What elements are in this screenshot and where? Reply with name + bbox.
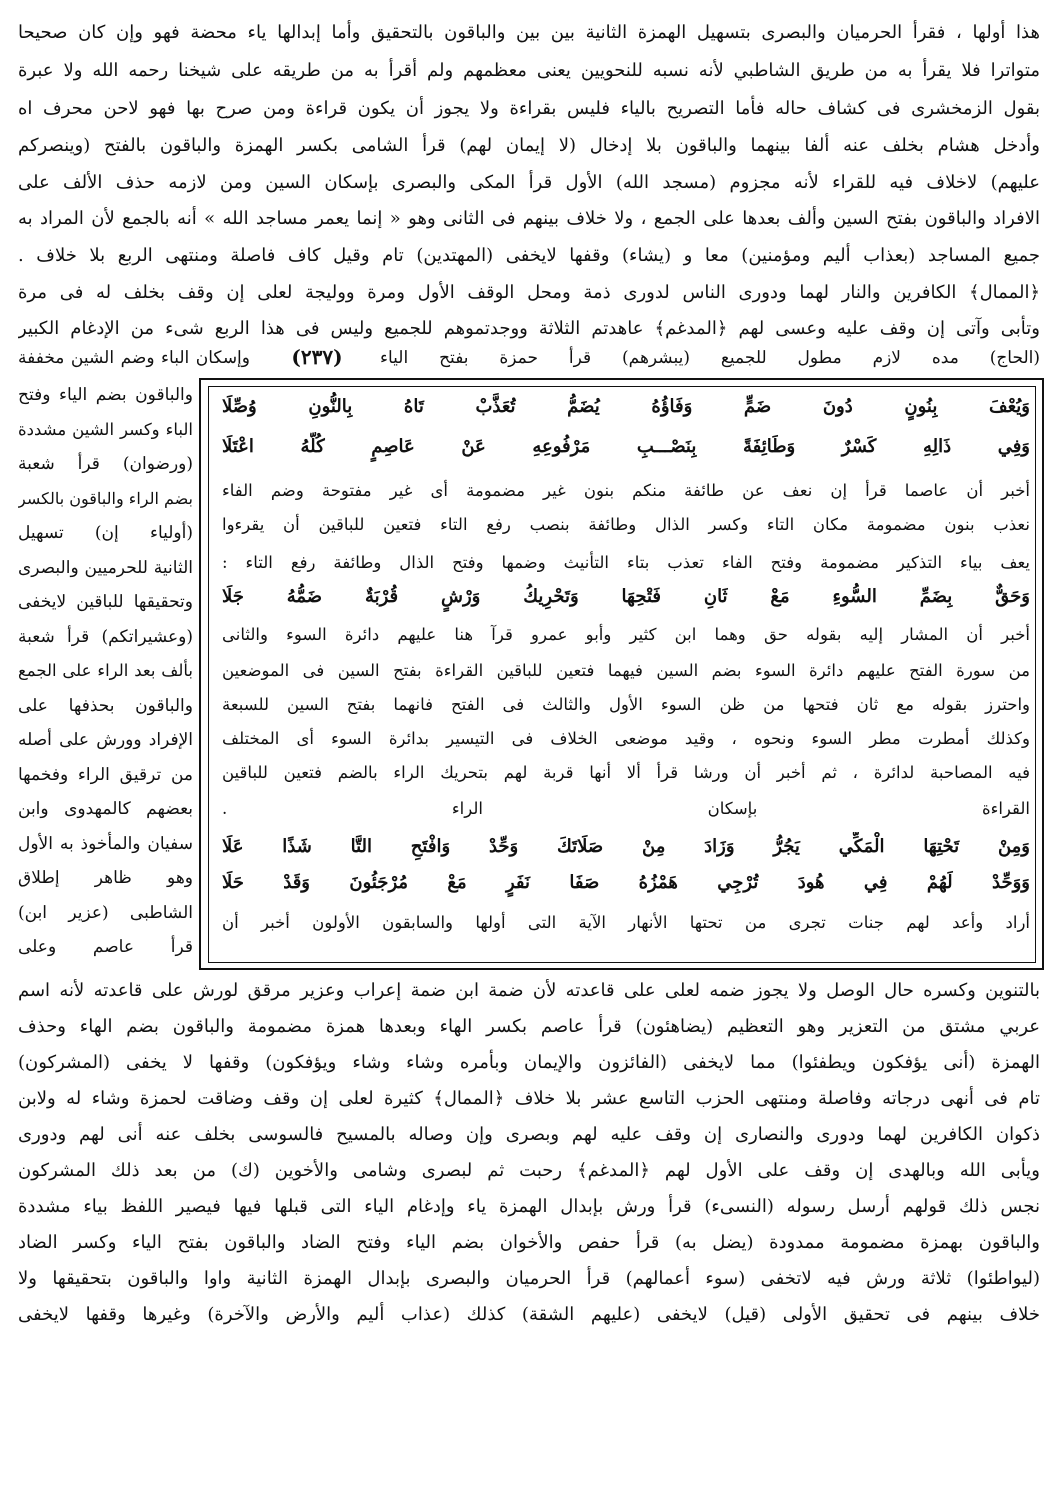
side-column-line: الشاطبى (عزير ابن) — [18, 902, 193, 923]
side-column-line: الباء وكسر الشين مشددة — [18, 419, 193, 439]
text-line: نجس ذلك قولهم أرسل رسوله (النسىء) قرأ ورش بإبدال الهمزة ياء وإدغام الياء التى قبلها فيها فيصير اللفظ بياء مشددة — [18, 1196, 1040, 1217]
text-line: خلاف بينهم فى تحقيق الأولى (قيل) لايخفى (عليهم الشقة) كذلك (عذاب أليم والأرض والآخرة) وغيرها وقفها لايخفى — [18, 1304, 1040, 1325]
text-line: وأدخل هشام بخلف عنه ألفا بينهما والباقون بلا إدخال (لا إيمان لهم) قرأ الشامى بكسر الهمزة والباقون بالفتح (وينصركم — [18, 135, 1040, 156]
side-column-line: والباقون بحذفها على — [18, 695, 193, 716]
side-column-line: وتحقيقها للباقين لايخفى — [18, 592, 193, 612]
text-line: ذكوان الكافرين لهما ودورى والنصارى إن وقف عليه لهم وبصرى وإن وصاله بالمسيح فالسوسى بخلف عنه أنى لهم ودورى — [18, 1124, 1040, 1145]
commentary-line: أخبر أن عاصما قرأ إن نعف عن طائفة منكم بنون غير مضمومة أى غير مفتوحة وضم الفاء — [222, 481, 1030, 500]
side-column-line: (وعشيراتكم) قرأ شعبة — [18, 626, 193, 647]
poem-verse-line: وَفِي ذَالِهِ كَسْرٌ وَطَائِفَةً بِنَصْـــبِ مَرْفُوعِهِ عَنْ عَاصِمٍ كُلُّهُ اعْتَلَا — [222, 436, 1030, 457]
side-column-line: سفيان والمأخوذ به الأول — [18, 833, 193, 854]
poem-verse-line: وَوَحِّدْ لَهُمْ فِي هُودَ تُرْجِي هَمْزُهُ صَفَا نَفَرٍ مَعْ مُرْجَئُونَ وَقَدْ حَلَا — [222, 872, 1030, 893]
commentary-line: واحترز بقوله مع ثان فتحها من ظن السوء الأول والثالث فى الفتح فانهما بفتح السين للسبعة — [222, 695, 1030, 714]
side-column-line: من ترقيق الراء وفخمها — [18, 764, 193, 785]
text-line: وتأبى وآتى إن وقف عليه وعسى لهم ﴿المدغم﴾ عاهدتم الثلاثة ووجدتموهم للجميع وليس فى هذا الربع شىء من الإدغام الكبير — [18, 318, 1040, 339]
poem-verse-line: وَمِنْ تَحْتِهَا الْمَكِّي يَجُرُّ وَزَادَ مِنْ صَلَاتَكَ وَحِّدْ وَافْتَحِ التَّا شَذًا عَلَا — [222, 836, 1030, 857]
commentary-line: من سورة الفتح عليهم دائرة السوء بضم السين فيهما فتعين للباقين القراءة بفتح السين فى الموضعين — [222, 661, 1030, 680]
side-column-line: الإفراد وورش على أصله — [18, 730, 193, 750]
commentary-line: فيه المصاحبة لدائرة ، ثم أخبر أن ورشا قرأ ألا أنها قربة لهم بتحريك الراء بالضم فتعين للباقين — [222, 763, 1030, 782]
commentary-line: وكذلك أمطرت مطر السوء ونحوه ، وقيد موضعى الخلاف فى التيسير بدائرة السوء أى المختلف — [222, 729, 1030, 748]
text-line: ويأبى الله وبالهدى إن وقف على الأول لهم ﴿المدغم﴾ رحبت ثم لبصرى وشامى والأخوين (ك) من بعد ذلك المشركون — [18, 1160, 1040, 1181]
commentary-line: نعذب بنون مضمومة مكان التاء وكسر الذال وطائفة بنصب رفع التاء فتعين للباقين أن يقرءوا — [222, 515, 1030, 534]
text-line: بقول الزمخشرى فى كشاف حاله فأما التصريح بالياء فليس بقراءة ولا يجوز أن يكون قراءة ومن صرح بها فهو لاحن محرف اه — [18, 98, 1040, 119]
commentary-line: القراءة بإسكان الراء . — [222, 799, 1030, 818]
commentary-line: أراد وأعد لهم جنات تجرى من تحتها الأنهار الآية التى أولها والسابقون الأولون أخبر أن — [222, 913, 1030, 932]
text-line: عربي مشتق من التعزير وهو التعظيم (يضاهئون) قرأ عاصم بكسر الهاء وبعدها همزة مضمومة والباقون بضم الهاء وحذف — [18, 1016, 1040, 1037]
text-line: ﴿الممال﴾ الكافرين والنار لهما ودورى الناس لدورى ذمة ومحل الوقف الأول ومرة ووليجة لعلى إن وقف بخلف له فى مرة — [18, 282, 1040, 303]
text-line-right-part: (الحاج) مده لازم مطول للجميع (يبشرهم) قرأ حمزة بفتح الياء — [380, 348, 1040, 368]
text-line: تام فى أنهى درجاته وفاصلة ومنتهى الحزب التاسع عشر بلا خلاف ﴿الممال﴾ كثيرة لعلى إن وقف وضاقت لحمزة وشاء له ولابن — [18, 1088, 1040, 1109]
text-line: عليهم) لاخلاف فيه للقراء لأنه مجزوم (مسجد الله) الأول قرأ المكى والبصرى بإسكان السين ومن لازمه حذف الألف على — [18, 172, 1040, 193]
commentary-line: يعف بياء التذكير مضمومة وفتح الفاء تعذب بتاء التأنيث وضمها وفتح الذال وطائفة رفع التاء : — [222, 553, 1030, 572]
text-line: الافراد والباقون بفتح السين وألف بعدها على الجمع ، ولا خلاف بينهم فى الثانى وهو « إنما يعمر مساجد الله » أنه بالجمع لأن المراد به — [18, 208, 1040, 229]
page-number: (٢٣٧) — [291, 345, 343, 369]
text-line-left-part: وإسكان الباء وضم الشين مخففة — [18, 348, 250, 368]
side-column-line: قرأ عاصم وعلى — [18, 937, 193, 957]
side-column-line: الثانية للحرميين والبصرى — [18, 557, 193, 578]
side-column-line: (ورضوان) قرأ شعبة — [18, 454, 193, 474]
text-line: متواترا فلا يقرأ به من طريق الشاطبي لأنه نسبه للنحويين يعنى معظمهم ولم أقرأ به من طريقه على شيخنا رحمه الله ولا عبرة — [18, 60, 1040, 81]
text-line: هذا أولها ، فقرأ الحرميان والبصرى بتسهيل الهمزة الثانية بين بين والباقون بالتحقيق وأما إبدالها ياء محضة فهو وإن كان صحيحا — [18, 22, 1040, 43]
side-column-line: والباقون بضم الياء وفتح — [18, 385, 193, 405]
text-line: (ليواطئوا) ثلاثة ورش فيه لاتخفى (سوء أعمالهم) قرأ الحرميان والبصرى بإبدال الهمزة الثانية واوا والباقون بتحقيقها ولا — [18, 1268, 1040, 1289]
text-line: والباقون بهمزة مضمومة ممدودة (يضل به) قرأ حفص والأخوان بضم الياء وفتح الضاد والباقون بفتح الياء وكسر الضاد — [18, 1232, 1040, 1253]
verse-box-inner-frame — [208, 386, 1036, 963]
side-column-line: (أولياء إن) تسهيل — [18, 523, 193, 543]
side-column-line: بعضهم كالمهدوى وابن — [18, 799, 193, 819]
side-column-line: بألف بعد الراء على الجمع — [18, 661, 193, 680]
side-column-line: وهو ظاهر إطلاق — [18, 868, 193, 888]
poem-verse-line: وَحَقٌّ بِضَمِّ السُّوءِ مَعْ ثَانِ فَتْحِهَا وَتَحْرِيكُ وَرْشٍ قُرْبَةٌ ضَمُّهُ جَلَا — [222, 586, 1030, 607]
text-line: بالتنوين وكسره حال الوصل ولا يجوز ضمه لعلى على قاعدته لأن ضمة ابن ضمة إعراب وعزير مرقق لورش على قاعدته لأنه اسم — [18, 980, 1040, 1001]
side-column-line: بضم الراء والباقون بالكسر — [18, 488, 193, 508]
text-line: جميع المساجد (بعذاب أليم ومؤمنين) معا و (يشاء) وقفها لايخفى (المهتدين) تام وقيل كاف فاصلة ومنتهى الربع بلا خلاف . — [18, 245, 1040, 266]
commentary-line: أخبر أن المشار إليه بقوله حق وهما ابن كثير وأبو عمرو قرآ هنا عليهم دائرة السوء والثانى — [222, 625, 1030, 644]
poem-verse-line: وَيُعْفَ بِنُونٍ دُونَ ضَمٍّ وَفَاؤُهُ يُضَمُّ تُعَذَّبْ تَاهُ بِالنُّونِ وُصِّلَا — [222, 396, 1030, 417]
text-line: الهمزة (أنى يؤفكون ويطفئوا) مما لايخفى (الفائزون والإيمان وبأمره وشاء وشاء ويؤفكون) وقفها لا يخفى (المشركون) — [18, 1052, 1040, 1073]
